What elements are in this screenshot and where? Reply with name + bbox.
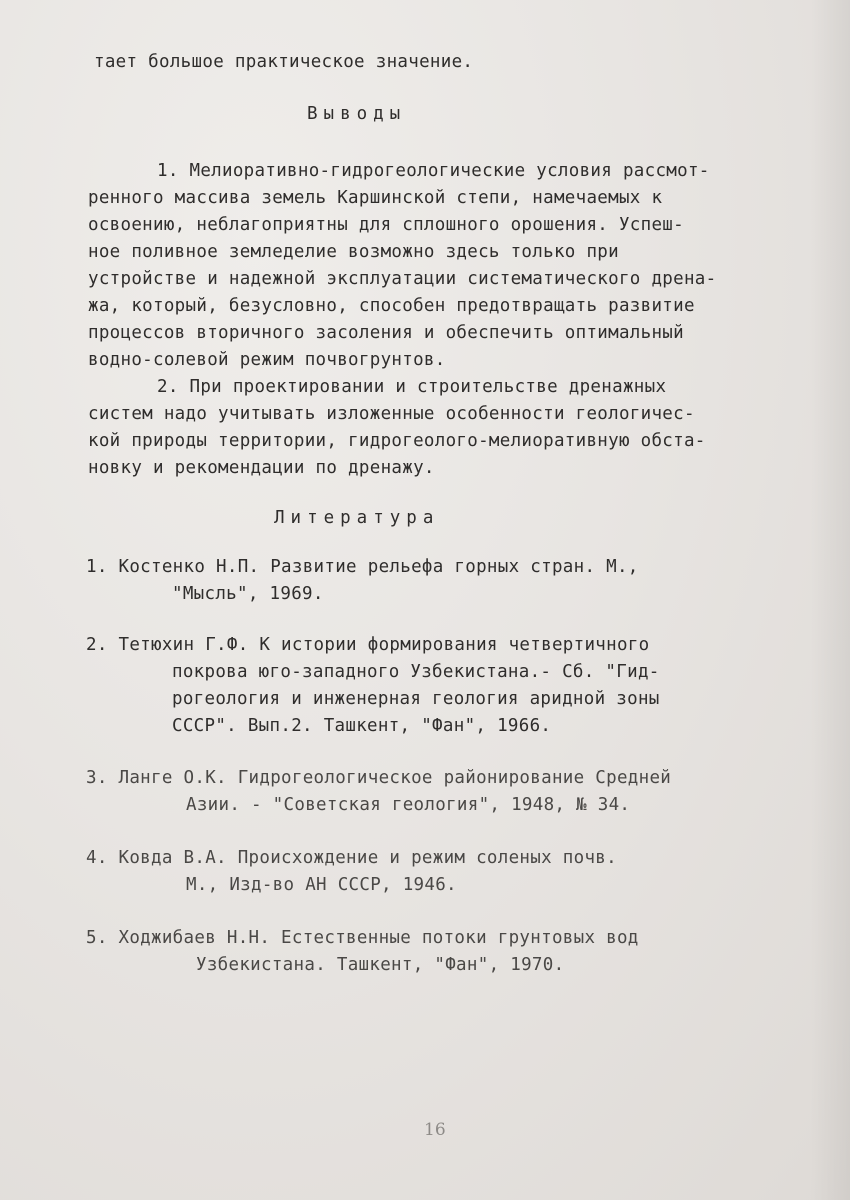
reference-line: Узбекистана. Ташкент, "Фан", 1970. bbox=[196, 955, 565, 975]
reference-line: Азии. - "Советская геология", 1948, № 34. bbox=[186, 795, 631, 815]
text-line: кой природы территории, гидрогеолого-мелиоративную обста- bbox=[88, 431, 706, 451]
text-line: водно-солевой режим почвогрунтов. bbox=[88, 350, 446, 370]
reference-line: рогеология и инженерная геология аридной зоны bbox=[172, 689, 660, 709]
text-line: жа, который, безусловно, способен предотвращать развитие bbox=[88, 296, 695, 316]
reference-line: 1. Костенко Н.П. Развитие рельефа горных стран. М., bbox=[86, 557, 639, 577]
reference-line: 4. Ковда В.А. Происхождение и режим соленых почв. bbox=[86, 848, 617, 868]
page-number: 16 bbox=[424, 1120, 446, 1140]
reference-line: 2. Тетюхин Г.Ф. К истории формирования четвертичного bbox=[86, 635, 650, 655]
conclusions-heading: Выводы bbox=[307, 104, 407, 124]
text-line: устройстве и надежной эксплуатации систематического дрена- bbox=[88, 269, 717, 289]
text-line: 2. При проектировании и строительстве дренажных bbox=[157, 377, 667, 397]
text-line: ренного массива земель Каршинской степи, намечаемых к bbox=[88, 188, 663, 208]
text-line: новку и рекомендации по дренажу. bbox=[88, 458, 435, 478]
reference-line: "Мысль", 1969. bbox=[172, 584, 324, 604]
text-line: освоению, неблагоприятны для сплошного орошения. Успеш- bbox=[88, 215, 684, 235]
reference-line: 5. Ходжибаев Н.Н. Естественные потоки грунтовых вод bbox=[86, 928, 639, 948]
text-line: ное поливное земледелие возможно здесь только при bbox=[88, 242, 619, 262]
reference-line: М., Изд-во АН СССР, 1946. bbox=[186, 875, 457, 895]
reference-line: СССР". Вып.2. Ташкент, "Фан", 1966. bbox=[172, 716, 552, 736]
reference-line: покрова юго-западного Узбекистана.- Сб. "Гид- bbox=[172, 662, 660, 682]
text-line: процессов вторичного засоления и обеспечить оптимальный bbox=[88, 323, 684, 343]
text-line: систем надо учитывать изложенные особенности геологичес- bbox=[88, 404, 695, 424]
intro-line: тает большое практическое значение. bbox=[94, 52, 474, 72]
text-line: 1. Мелиоративно-гидрогеологические условия рассмот- bbox=[157, 161, 710, 181]
literature-heading: Литература bbox=[274, 508, 440, 528]
reference-line: 3. Ланге О.К. Гидрогеологическое районирование Средней bbox=[86, 768, 672, 788]
